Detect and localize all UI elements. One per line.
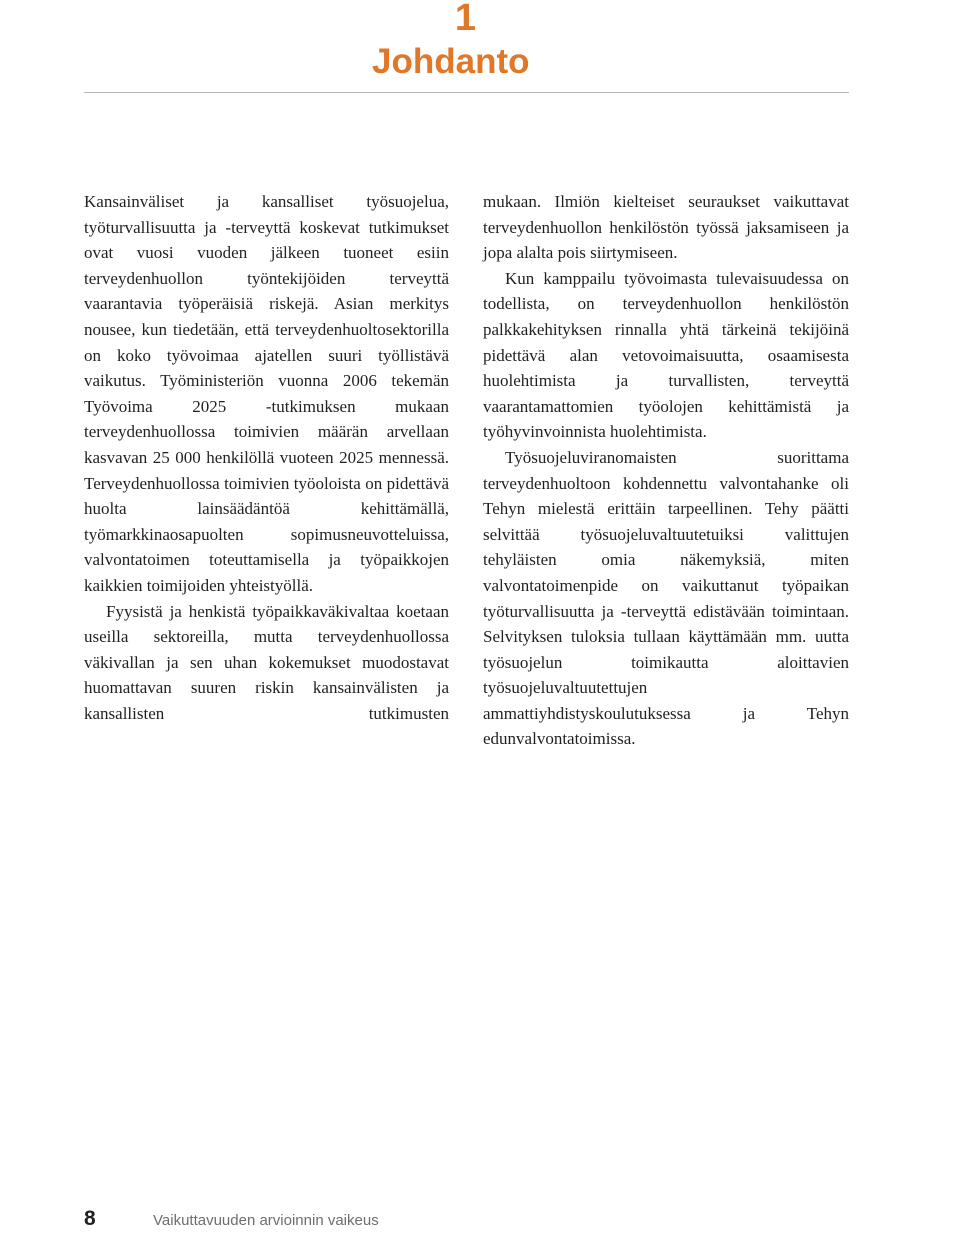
paragraph-violence: Fyysistä ja henkistä työpaikkaväkivaltaa koetaan useilla sektoreilla, mutta terveydenhuollossa väkivallan ja sen uhan kokemukset muodostavat huomattavan suuren riskin kansainvälisten ja kansallisten tutkimusten bbox=[84, 601, 449, 723]
paragraph-workforce: Kun kamppailu työvoimasta tulevaisuudessa on todellista, on terveydenhuollon henkilöstön palkkakehityksen rinnalla yhtä tärkeinä tekijöinä pidettävä alan vetovoimaisuutta, osaamisesta huolehtimista ja turvallisten, terveyttä vaarantamattomien työolojen kehittämistä ja työhyvinvoinnista huolehtimista. bbox=[483, 268, 849, 442]
footer-running-title: Vaikuttavuuden arvioinnin vaikeus bbox=[153, 1212, 379, 1229]
paragraph-supervision: Työsuojeluviranomaisten suorittama terveydenhuoltoon kohdennettu valvontahanke oli Tehyn mielestä erittäin tarpeellinen. Tehy päätti selvittää työsuojeluvaltuutetuiksi valittujen tehyläisten omia näkemyksiä, miten valvontatoimenpide on vaikuttanut työpaikan työturvallisuutta ja -terveyttä edistävään toimintaan. Selvityksen tuloksia tullaan käyttämään mm. uutta työsuojelun toimikautta aloittavien työsuojeluvaltuutettujen ammattiyhdistyskoulutuksessa ja Tehyn edunvalvontatoimissa. bbox=[483, 447, 849, 749]
paragraph-continuation: mukaan. Ilmiön kielteiset seuraukset vaikuttavat terveydenhuollon henkilöstön työssä jaksamiseen ja jopa alalta pois siirtymiseen. bbox=[483, 192, 849, 263]
footer-page-number: 8 bbox=[84, 1207, 96, 1230]
body-column-right bbox=[483, 189, 849, 752]
chapter-title: Johdanto bbox=[372, 42, 530, 81]
body-column-left bbox=[84, 189, 449, 726]
title-divider bbox=[84, 92, 849, 93]
paragraph-intro: Kansainväliset ja kansalliset työsuojelua, työturvallisuutta ja -terveyttä koskevat tutkimukset ovat vuosi vuoden jälkeen tuoneet esiin terveydenhuollon työntekijöiden terveyttä vaarantavia työperäisiä riskejä. Asian merkitys nousee, kun tiedetään, että terveydenhuoltosektorilla on koko työvoimaa ajatellen suuri työllistävä vaikutus. Työministeriön vuonna 2006 tekemän Työvoima 2025 -tutkimuksen mukaan terveydenhuollossa toimivien määrän arvellaan kasvavan 25 000 henkilöllä vuoteen 2025 mennessä. Terveydenhuollossa toimivien työoloista on pidettävä huolta lainsäädäntöä kehittämällä, työmarkkinaosapuolten sopimusneuvotteluissa, valvontatoimen toteuttamisella ja työpaikkojen kaikkien toimijoiden yhteistyöllä. bbox=[84, 192, 449, 595]
chapter-number: 1 bbox=[454, 0, 476, 39]
